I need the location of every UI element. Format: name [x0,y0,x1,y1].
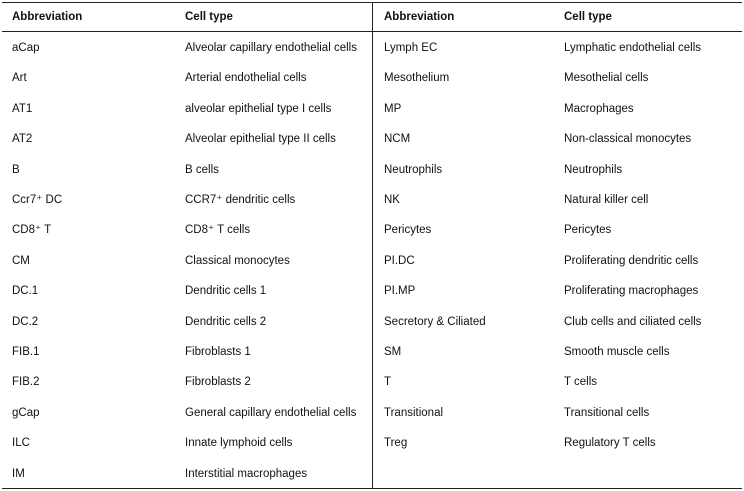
cell-type-cell: Dendritic cells 2 [185,316,267,328]
cell-type-cell: General capillary endothelial cells [185,407,357,419]
abbreviation-cell: Neutrophils [384,164,443,176]
cell-type-cell: Mesothelial cells [564,72,649,84]
cell-type-cell: Transitional cells [564,407,650,419]
cell-type-cell: Classical monocytes [185,255,290,267]
abbreviation-cell: Art [12,72,27,84]
header-abbreviation-left: Abbreviation [12,11,83,23]
cell-type-cell: Pericytes [564,224,612,236]
abbreviation-cell: FIB.2 [12,376,40,388]
cell-type-cell: Neutrophils [564,164,623,176]
abbreviation-cell: AT2 [12,133,33,145]
abbreviation-cell: SM [384,346,402,358]
abbreviation-cell: aCap [12,42,40,54]
cell-type-cell: Alveolar epithelial type II cells [185,133,336,145]
abbreviation-cell: DC.2 [12,316,39,328]
cell-type-cell: Smooth muscle cells [564,346,670,358]
abbreviation-cell: Ccr7⁺ DC [12,194,63,206]
cell-type-cell: T cells [564,376,598,388]
abbreviation-cell: Pericytes [384,224,432,236]
cell-type-cell: Fibroblasts 1 [185,346,251,358]
cell-type-table [2,2,742,489]
cell-type-cell: Interstitial macrophages [185,468,308,480]
abbreviation-cell: PI.MP [384,285,416,297]
cell-type-cell: Natural killer cell [564,194,649,206]
cell-type-cell: CD8⁺ T cells [185,224,251,236]
abbreviation-cell: NK [384,194,400,206]
abbreviation-cell: Treg [384,437,408,449]
cell-type-cell: B cells [185,164,219,176]
abbreviation-cell: Transitional [384,407,444,419]
abbreviation-cell: T [384,376,392,388]
column-divider [372,2,373,489]
cell-type-cell: Proliferating macrophages [564,285,699,297]
cell-type-cell: alveolar epithelial type I cells [185,103,332,115]
cell-type-cell: Non-classical monocytes [564,133,692,145]
abbreviation-cell: NCM [384,133,411,145]
cell-type-cell: Alveolar capillary endothelial cells [185,42,357,54]
abbreviation-cell: FIB.1 [12,346,40,358]
cell-type-cell: Lymphatic endothelial cells [564,42,702,54]
header-abbreviation-right: Abbreviation [384,11,455,23]
abbreviation-cell: MP [384,103,402,115]
abbreviation-cell: AT1 [12,103,33,115]
cell-type-cell: Club cells and ciliated cells [564,316,702,328]
abbreviation-cell: PI.DC [384,255,415,267]
abbreviation-cell: B [12,164,20,176]
abbreviation-cell: IM [12,468,25,480]
abbreviation-cell: Secretory & Ciliated [384,316,486,328]
abbreviation-cell: CM [12,255,30,267]
cell-type-cell: Fibroblasts 2 [185,376,251,388]
abbreviation-cell: Mesothelium [384,72,450,84]
cell-type-cell: Arterial endothelial cells [185,72,307,84]
abbreviation-cell: gCap [12,407,40,419]
cell-type-cell: Proliferating dendritic cells [564,255,699,267]
cell-type-cell: Dendritic cells 1 [185,285,267,297]
abbreviation-cell: Lymph EC [384,42,438,54]
cell-type-cell: Macrophages [564,103,634,115]
cell-type-cell: CCR7⁺ dendritic cells [185,194,296,206]
header-cell-type-right: Cell type [564,11,612,23]
abbreviation-cell: CD8⁺ T [12,224,52,236]
abbreviation-cell: DC.1 [12,285,39,297]
cell-type-cell: Innate lymphoid cells [185,437,293,449]
header-cell-type-left: Cell type [185,11,233,23]
cell-type-cell: Regulatory T cells [564,437,656,449]
abbreviation-cell: ILC [12,437,30,449]
